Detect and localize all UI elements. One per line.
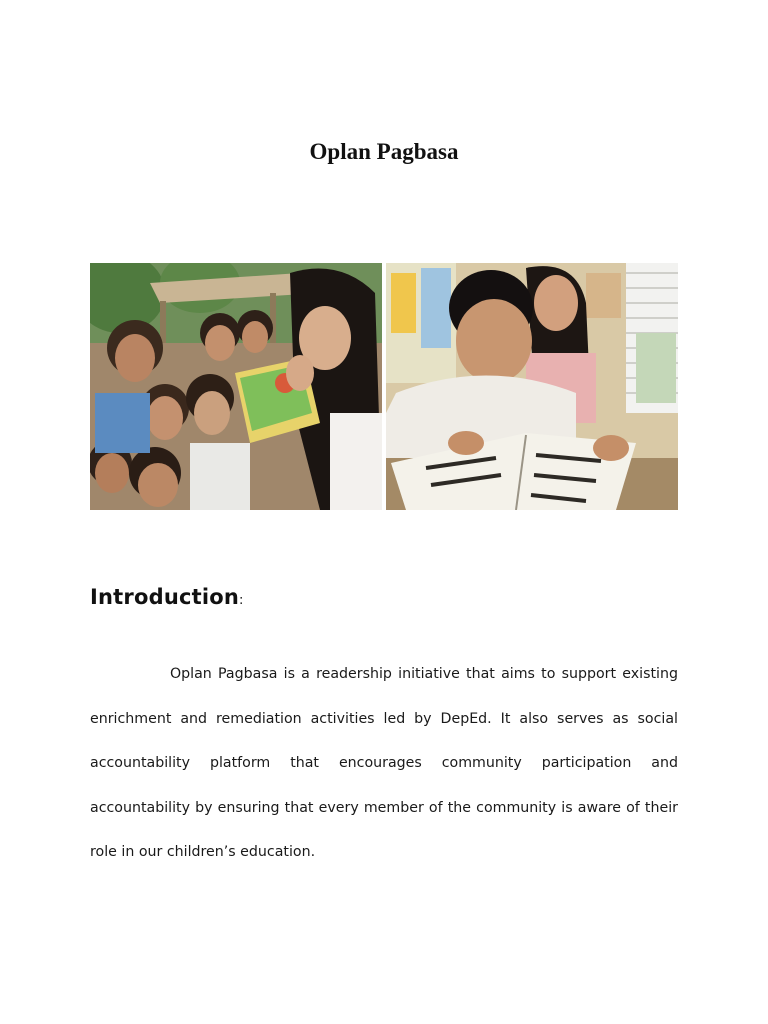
boy-reading-with-teacher-photo bbox=[386, 263, 678, 510]
heading-colon: : bbox=[239, 593, 244, 608]
introduction-heading bbox=[90, 582, 244, 616]
children-reading-outdoors-photo bbox=[90, 263, 382, 510]
heading-text: Introduction bbox=[90, 585, 240, 609]
photo-strip bbox=[90, 263, 678, 510]
introduction-paragraph: Oplan Pagbasa is a readership initiative that aims to support existing enrichment and remediation activities led by DepEd. It also serves as social accountability platform that encourages community participation and accountability by ensuring that every member of the community is aware of their role in our children’s education. bbox=[90, 666, 678, 860]
page-title: Oplan Pagbasa bbox=[309, 139, 459, 164]
